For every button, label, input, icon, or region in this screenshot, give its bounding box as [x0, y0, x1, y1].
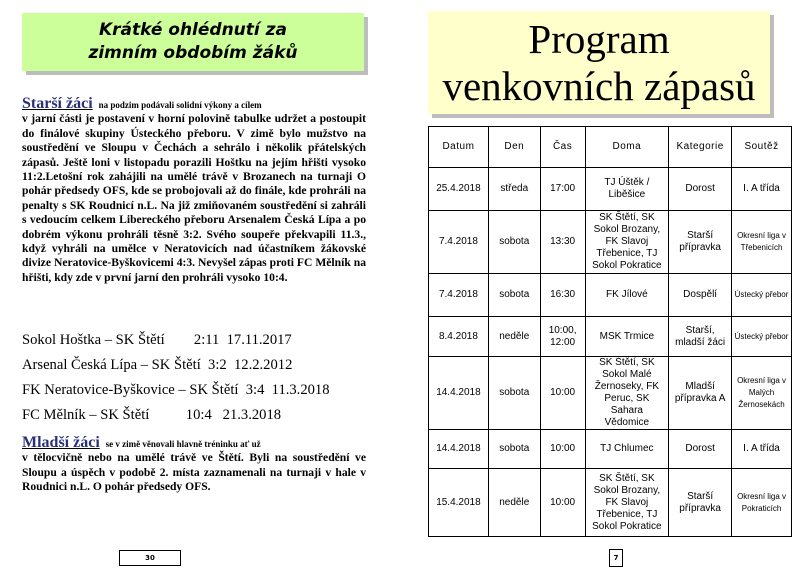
cell-kategorie: Dospělí — [669, 274, 732, 317]
cell-datum: 25.4.2018 — [429, 168, 489, 211]
cell-datum: 8.4.2018 — [429, 317, 489, 357]
younger-pupils-intro: se v zimě věnovali hlavně tréninku ať už — [105, 439, 261, 449]
page-number-left-text: 30 — [145, 554, 155, 562]
cell-cas: 17:00 — [540, 168, 585, 211]
header-kategorie: Kategorie — [669, 127, 732, 168]
cell-cas: 10:00 — [540, 357, 585, 430]
cell-datum: 14.4.2018 — [429, 357, 489, 430]
cell-den: neděle — [488, 317, 540, 357]
older-pupils-label: Starší žáci — [22, 95, 93, 112]
cell-doma: SK Štětí, SK Sokol Malé Žernoseky, FK Peruc, SK Sahara Vědomice — [585, 357, 669, 430]
cell-soutez: I. A třída — [732, 168, 792, 211]
header-datum: Datum — [429, 127, 489, 168]
cell-den: neděle — [488, 469, 540, 537]
table-row — [429, 168, 792, 211]
cell-kategorie: Starší přípravka — [669, 469, 732, 537]
cell-doma: MSK Trmice — [585, 317, 669, 357]
older-pupils-intro: na podzim podávali solidní výkony a cílem — [98, 100, 262, 110]
younger-pupils-text: v tělocvičně nebo na umělé trávě ve Štětí. Byli na soustředění ve Sloupu a úspěch v podobě 2. místa zaznamenali na turnaji v hale v Roudnici n.L. O pohár předsedy OFS. — [22, 451, 366, 494]
cell-doma: SK Štětí, SK Sokol Brozany, FK Slavoj Třebenice, TJ Sokol Pokratice — [585, 469, 669, 537]
result-line: Sokol Hoštka – SK Štětí 2:11 17.11.2017 — [22, 332, 292, 348]
cell-soutez: Okresní liga v Malých Žernosekách — [732, 357, 792, 430]
table-row — [429, 469, 792, 537]
table-row — [429, 274, 792, 317]
cell-doma: TJ Chlumec — [585, 430, 669, 469]
cell-den: sobota — [488, 357, 540, 430]
header-cas: Čas — [540, 127, 585, 168]
cell-den: sobota — [488, 274, 540, 317]
cell-soutez: Okresní liga v Třebenicích — [732, 211, 792, 274]
result-line: Arsenal Česká Lípa – SK Štětí 3:2 12.2.2012 — [22, 357, 293, 373]
cell-soutez: Okresní liga v Pokraticích — [732, 469, 792, 537]
result-line: FC Mělník – SK Štětí 10:4 21.3.2018 — [22, 407, 282, 423]
table-row — [429, 430, 792, 469]
header-soutez: Soutěž — [732, 127, 792, 168]
cell-soutez: Ústecký přebor — [732, 274, 792, 317]
younger-pupils-paragraph — [22, 436, 366, 495]
table-row — [429, 317, 792, 357]
cell-kategorie: Dorost — [669, 430, 732, 469]
cell-cas: 10:00, 12:00 — [540, 317, 585, 357]
cell-cas: 10:00 — [540, 430, 585, 469]
page-number-left — [119, 550, 181, 566]
program-title-line1: Program — [528, 15, 670, 62]
cell-cas: 16:30 — [540, 274, 585, 317]
cell-soutez: Ústecký přebor — [732, 317, 792, 357]
program-title-line2: venkovních zápasů — [442, 62, 756, 109]
cell-den: sobota — [488, 211, 540, 274]
cell-den: sobota — [488, 430, 540, 469]
cell-kategorie: Starší, mladší žáci — [669, 317, 732, 357]
older-pupils-text: v jarní části je postavení v horní polovině tabulke udržet a postoupit do finálové skupiny Ústeckého přeboru. V zimě bylo mužstvo na soustředění ve Sloupu v Čechách a sehrálo i několik přátelských zápasů. Ještě loni v listopadu porazili Hoštku na jejím hřišti vysoko 11:2.Letošní rok zahájili na umělé trávě v Brozanech na turnaji O pohár předsedy OFS, kde se probojovali až do finále, kde prohráli na penalty s SK Roudnicí n.L. Na již zmiňovaném soustředění si zahráli s vedoucím celkem Libereckého přeboru Arsenalem Česká Lípa a po dobrém výkonu prohráli těsně 3:2. Svého soupeře překvapili 11.3., když vyhráli na umělce v Neratovicích nad účastníkem žákovské divize Neratovice-Byškovicemi 4:3. Nevyšel zápas proti FC Mělník na hřišti, kdy zde v první jarní den prohráli vysoko 10:4. — [22, 112, 366, 284]
table-row — [429, 211, 792, 274]
article-title-box — [22, 13, 364, 71]
cell-doma: FK Jílové — [585, 274, 669, 317]
cell-datum: 14.4.2018 — [429, 430, 489, 469]
page-number-right-text: 7 — [613, 554, 619, 562]
cell-kategorie: Starší přípravka — [669, 211, 732, 274]
article-title: Krátké ohlédnutí za zimním obdobím žáků — [88, 20, 298, 63]
younger-pupils-label: Mladší žáci — [22, 434, 100, 451]
schedule-table — [428, 126, 792, 537]
cell-datum: 7.4.2018 — [429, 211, 489, 274]
program-title-box — [428, 11, 770, 114]
cell-doma: TJ Úštěk / Liběšice — [585, 168, 669, 211]
header-den: Den — [488, 127, 540, 168]
header-doma: Doma — [585, 127, 669, 168]
schedule-header-row — [429, 127, 792, 168]
cell-cas: 13:30 — [540, 211, 585, 274]
result-line: FK Neratovice-Byškovice – SK Štětí 3:4 11.3.2018 — [22, 382, 330, 398]
cell-datum: 15.4.2018 — [429, 469, 489, 537]
table-row — [429, 357, 792, 430]
older-pupils-paragraph — [22, 97, 366, 285]
page-number-right — [609, 549, 623, 567]
cell-kategorie: Mladší přípravka A — [669, 357, 732, 430]
cell-doma: SK Štětí, SK Sokol Brozany, FK Slavoj Třebenice, TJ Sokol Pokratice — [585, 211, 669, 274]
cell-soutez: I. A třída — [732, 430, 792, 469]
cell-cas: 10:00 — [540, 469, 585, 537]
cell-datum: 7.4.2018 — [429, 274, 489, 317]
cell-kategorie: Dorost — [669, 168, 732, 211]
cell-den: středa — [488, 168, 540, 211]
